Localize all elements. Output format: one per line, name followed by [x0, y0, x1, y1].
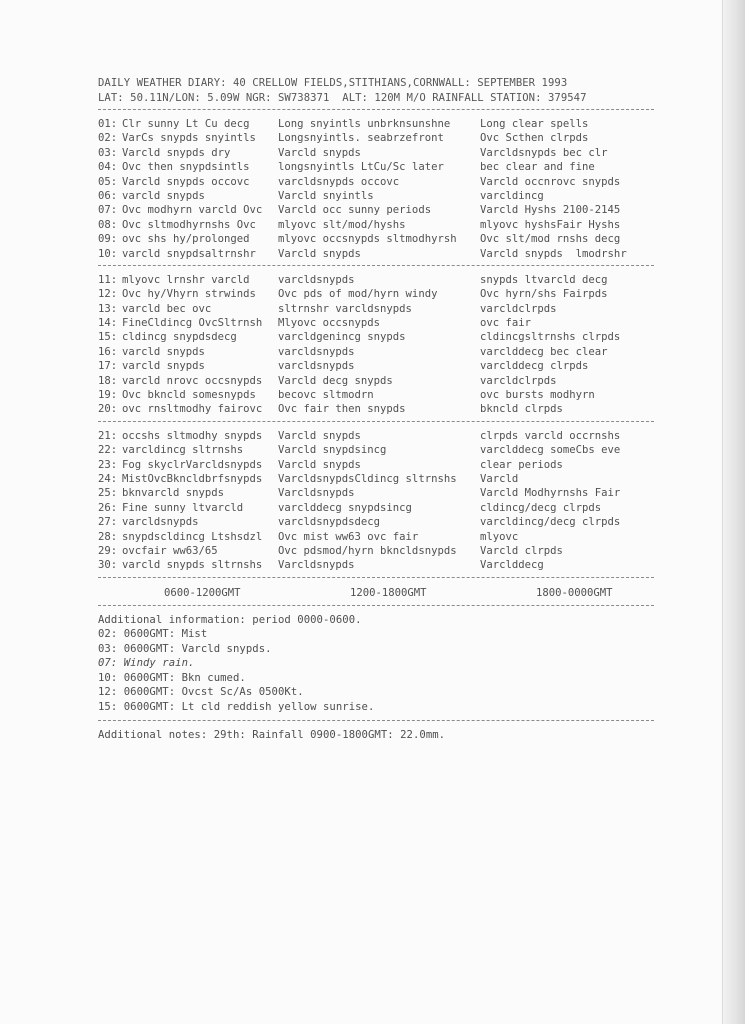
afternoon-weather: Varcldsnypds [278, 559, 355, 572]
divider [98, 265, 654, 267]
morning-weather: mlyovc lrnshr varcld [122, 273, 250, 286]
column-headers [98, 585, 658, 601]
diary-row [98, 160, 658, 174]
day-number: 22: [98, 444, 118, 457]
morning-weather: varcld snypds [122, 189, 205, 202]
afternoon-weather: Longsnyintls. seabrzefront [278, 132, 444, 145]
evening-weather: Varcld Modhyrnshs Fair [480, 487, 621, 500]
day-number: 25: [98, 487, 118, 500]
day-number: 18: [98, 374, 118, 387]
afternoon-weather: Long snyintls unbrknsunshne [278, 118, 451, 130]
diary-row [98, 374, 658, 388]
additional-info-line: 03: 0600GMT: Varcld snypds. [98, 642, 272, 655]
day-number: 12: [98, 288, 118, 301]
morning-weather: Varcld snypds dry [122, 146, 231, 159]
diary-row [98, 273, 658, 287]
morning-weather: Fog skyclrVarcldsnypds [122, 458, 263, 471]
daily-entries [98, 117, 658, 579]
day-number: 15: [98, 331, 118, 344]
morning-weather: varcld snypds [122, 360, 205, 373]
afternoon-weather: Mlyovc occsnypds [278, 317, 381, 330]
afternoon-weather: longsnyintls LtCu/Sc later [278, 161, 444, 174]
afternoon-weather: Ovc pds of mod/hyrn windy [278, 288, 438, 301]
additional-info-line: 10: 0600GMT: Bkn cumed. [98, 671, 246, 684]
diary-row [98, 316, 658, 330]
evening-weather: Varcld [480, 472, 519, 485]
evening-weather: cldincgsltrnshs clrpds [480, 331, 621, 344]
additional-info-line: 12: 0600GMT: Ovcst Sc/As 0500Kt. [98, 686, 304, 699]
morning-weather: FineCldincg OvcSltrnsh [122, 317, 263, 330]
morning-weather: occshs sltmodhy snypds [122, 429, 263, 442]
afternoon-weather: varcldsnypds [278, 345, 355, 358]
evening-weather: Varcld snypds lmodrshr [480, 247, 627, 260]
diary-row [98, 501, 658, 515]
additional-info-list [98, 627, 658, 714]
afternoon-weather: Varcld snypds [278, 429, 361, 442]
diary-row [98, 515, 658, 529]
additional-info-line: 02: 0600GMT: Mist [98, 628, 208, 641]
additional-notes: Additional notes: 29th: Rainfall 0900-1800GMT: 22.0mm. [98, 729, 446, 742]
column-header-evening: 1800-0000GMT [536, 586, 613, 599]
diary-row [98, 544, 658, 558]
morning-weather: ovcfair ww63/65 [122, 544, 218, 557]
afternoon-weather: Varcld snypds [278, 458, 361, 471]
evening-weather: ovc bursts modhyrn [480, 389, 595, 402]
evening-weather: Ovc slt/mod rnshs decg [480, 233, 621, 246]
morning-weather: Ovc modhyrn varcld Ovc [122, 204, 263, 217]
afternoon-weather: becovc sltmodrn [278, 389, 374, 402]
day-number: 13: [98, 302, 118, 315]
evening-weather: varcldincg/decg clrpds [480, 516, 621, 529]
afternoon-weather: varcldsnypdsdecg [278, 516, 381, 529]
morning-weather: MistOvcBkncldbrfsnypds [122, 472, 263, 485]
day-number: 11: [98, 273, 118, 286]
day-number: 19: [98, 389, 118, 402]
morning-weather: varcld snypds sltrnshs [122, 559, 263, 572]
day-number: 09: [98, 233, 118, 246]
afternoon-weather: varcldgenincg snypds [278, 331, 406, 344]
afternoon-weather: Varcld snypdsincg [278, 444, 387, 457]
divider [98, 421, 654, 423]
diary-row [98, 558, 658, 572]
morning-weather: Ovc bkncld somesnypds [122, 389, 256, 402]
evening-weather: snypds ltvarcld decg [480, 273, 608, 286]
diary-row [98, 458, 658, 472]
diary-row [98, 203, 658, 217]
evening-weather: mlyovc hyshsFair Hyshs [480, 218, 621, 231]
evening-weather: cldincg/decg clrpds [480, 501, 602, 514]
divider [98, 577, 654, 579]
morning-weather: VarCs snypds snyintls [122, 132, 256, 145]
day-number: 21: [98, 429, 118, 442]
evening-weather: varclddecg clrpds [480, 360, 589, 373]
day-number: 17: [98, 360, 118, 373]
diary-row [98, 175, 658, 189]
diary-row [98, 146, 658, 160]
evening-weather: varclddecg bec clear [480, 345, 608, 358]
diary-row [98, 218, 658, 232]
evening-weather: varcldincg [480, 189, 544, 202]
morning-weather: cldincg snypdsdecg [122, 331, 237, 344]
evening-weather: Ovc Scthen clrpds [480, 132, 589, 145]
morning-weather: Ovc sltmodhyrnshs Ovc [122, 218, 256, 231]
afternoon-weather: mlyovc occsnypds sltmodhyrsh [278, 233, 457, 246]
morning-weather: Fine sunny ltvarcld [122, 501, 244, 514]
evening-weather: Varcld clrpds [480, 544, 563, 557]
weather-diary-document [98, 76, 658, 743]
afternoon-weather: Varcld decg snypds [278, 374, 393, 387]
evening-weather: clear periods [480, 458, 563, 471]
station-location: LAT: 50.11N/LON: 5.09W NGR: SW738371 ALT: 120M M/O RAINFALL STATION: 379547 [98, 91, 587, 104]
afternoon-weather: Varcld snyintls [278, 189, 374, 202]
evening-weather: bec clear and fine [480, 161, 595, 174]
evening-weather: Varcld occnrovc snypds [480, 175, 621, 188]
afternoon-weather: mlyovc slt/mod/hyshs [278, 218, 406, 231]
evening-weather: varclddecg someCbs eve [480, 444, 621, 457]
day-number: 04: [98, 161, 118, 174]
morning-weather: varcld snypds [122, 345, 205, 358]
diary-row [98, 530, 658, 544]
morning-weather: Ovc then snypdsintls [122, 161, 250, 174]
page-shadow [723, 0, 745, 1024]
diary-row [98, 232, 658, 246]
day-number: 29: [98, 544, 118, 557]
diary-row [98, 117, 658, 131]
diary-row [98, 345, 658, 359]
evening-weather: varcldclrpds [480, 302, 557, 315]
morning-weather: bknvarcld snypds [122, 487, 225, 500]
diary-row [98, 287, 658, 301]
day-number: 20: [98, 403, 118, 416]
day-number: 27: [98, 516, 118, 529]
afternoon-weather: Ovc pdsmod/hyrn bkncldsnypds [278, 544, 457, 557]
day-number: 01: [98, 118, 118, 130]
morning-weather: varcld bec ovc [122, 302, 212, 315]
day-number: 30: [98, 559, 118, 572]
evening-weather: Varcldsnypds bec clr [480, 146, 608, 159]
morning-weather: Varcld snypds occovc [122, 175, 250, 188]
day-number: 03: [98, 146, 118, 159]
evening-weather: mlyovc [480, 530, 519, 543]
afternoon-weather: sltrnshr varcldsnypds [278, 302, 412, 315]
day-number: 02: [98, 132, 118, 145]
diary-row [98, 359, 658, 373]
day-number: 05: [98, 175, 118, 188]
afternoon-weather: Ovc mist ww63 ovc fair [278, 530, 419, 543]
diary-row [98, 388, 658, 402]
day-number: 23: [98, 458, 118, 471]
day-number: 28: [98, 530, 118, 543]
afternoon-weather: varcldsnypds [278, 360, 355, 373]
evening-weather: ovc fair [480, 317, 532, 330]
morning-weather: varcld snypdsaltrnshr [122, 247, 256, 260]
morning-weather: varcldincg sltrnshs [122, 444, 244, 457]
day-number: 06: [98, 189, 118, 202]
evening-weather: Varclddecg [480, 559, 544, 572]
evening-weather: Varcld Hyshs 2100-2145 [480, 204, 621, 217]
diary-title: DAILY WEATHER DIARY: 40 CRELLOW FIELDS,STITHIANS,CORNWALL: SEPTEMBER 1993 [98, 77, 568, 89]
evening-weather: bkncld clrpds [480, 403, 563, 416]
diary-row [98, 443, 658, 457]
divider [98, 605, 654, 607]
evening-weather: clrpds varcld occrnshs [480, 429, 621, 442]
additional-info-line: 07: Windy rain. [98, 657, 195, 670]
column-header-afternoon: 1200-1800GMT [350, 586, 427, 599]
afternoon-weather: Varcldsnypds [278, 487, 355, 500]
additional-info-line: 15: 0600GMT: Lt cld reddish yellow sunrise. [98, 700, 375, 713]
day-number: 08: [98, 218, 118, 231]
diary-row [98, 189, 658, 203]
afternoon-weather: varcldsnypds occovc [278, 175, 400, 188]
morning-weather: varcldsnypds [122, 516, 199, 529]
afternoon-weather: Varcld occ sunny periods [278, 204, 432, 217]
diary-row [98, 402, 658, 416]
diary-row [98, 472, 658, 486]
evening-weather: varcldclrpds [480, 374, 557, 387]
day-number: 07: [98, 204, 118, 217]
day-number: 26: [98, 501, 118, 514]
afternoon-weather: varcldsnypds [278, 273, 355, 286]
morning-weather: ovc shs hy/prolonged [122, 233, 250, 246]
diary-row [98, 429, 658, 443]
morning-weather: Ovc hy/Vhyrn strwinds [122, 288, 256, 301]
divider [98, 109, 654, 111]
morning-weather: varcld nrovc occsnypds [122, 374, 263, 387]
morning-weather: Clr sunny Lt Cu decg [122, 118, 250, 130]
additional-info-title: Additional information: period 0000-0600. [98, 613, 362, 626]
evening-weather: Long clear spells [480, 118, 589, 130]
diary-row [98, 330, 658, 344]
day-number: 14: [98, 317, 118, 330]
morning-weather: snypdscldincg Ltshsdzl [122, 530, 263, 543]
column-header-morning: 0600-1200GMT [164, 586, 241, 599]
diary-row [98, 247, 658, 261]
afternoon-weather: varclddecg snypdsincg [278, 501, 412, 514]
day-number: 24: [98, 472, 118, 485]
morning-weather: ovc rnsltmodhy fairovc [122, 403, 263, 416]
day-number: 10: [98, 247, 118, 260]
day-number: 16: [98, 345, 118, 358]
afternoon-weather: Varcld snypds [278, 247, 361, 260]
afternoon-weather: VarcldsnypdsCldincg sltrnshs [278, 472, 457, 485]
diary-row [98, 486, 658, 500]
evening-weather: Ovc hyrn/shs Fairpds [480, 288, 608, 301]
afternoon-weather: Ovc fair then snypds [278, 403, 406, 416]
diary-row [98, 302, 658, 316]
diary-row [98, 131, 658, 145]
afternoon-weather: Varcld snypds [278, 146, 361, 159]
divider [98, 720, 654, 722]
